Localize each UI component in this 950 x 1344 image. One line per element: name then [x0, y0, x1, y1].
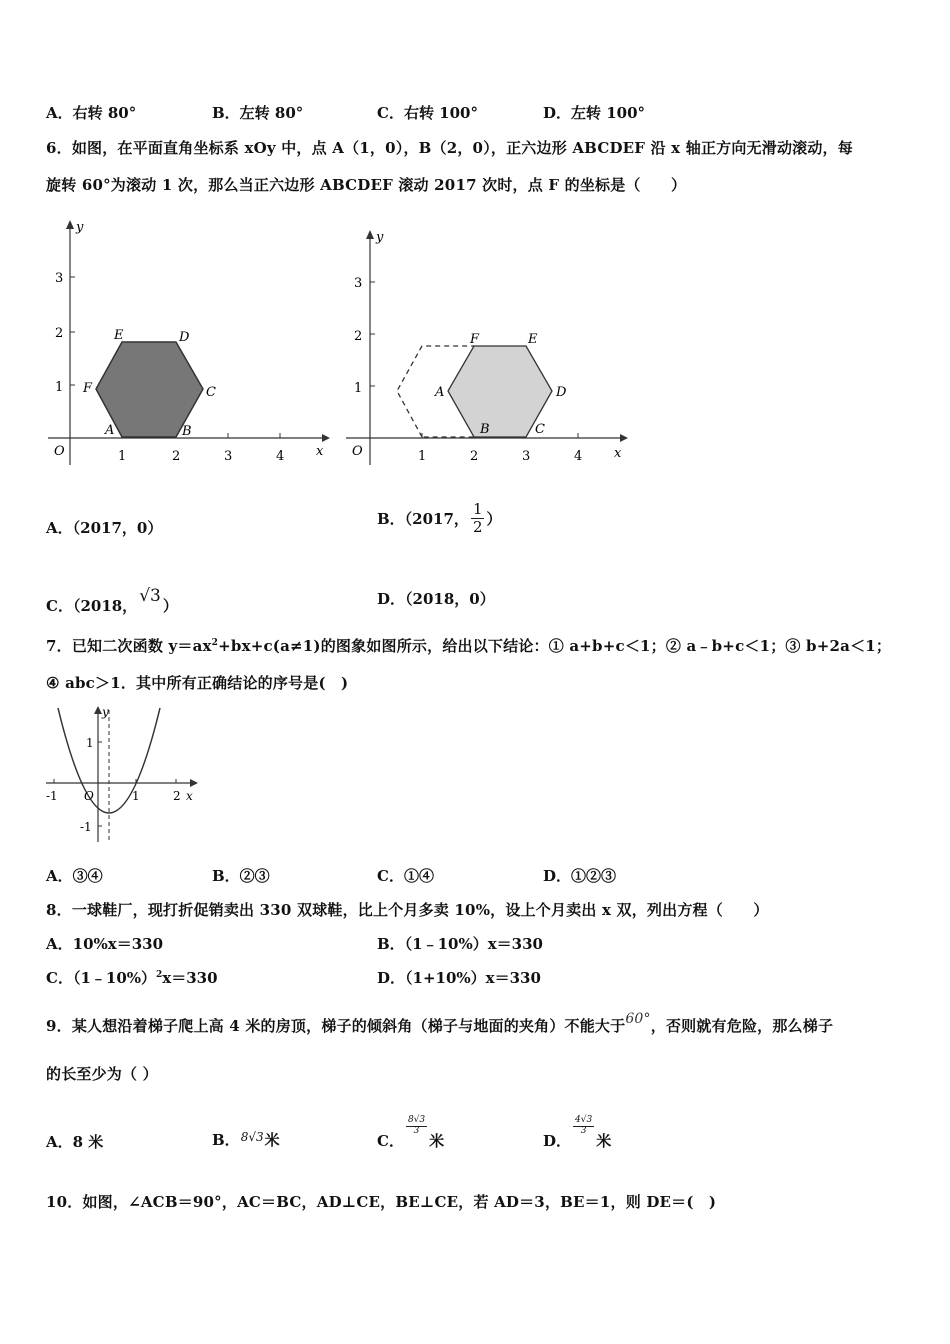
y-tick-label-2: 2 — [55, 326, 64, 341]
x-tick-label-1: 1 — [418, 449, 427, 464]
q6-question-line1: 6．如图，在平面直角坐标系 xOy 中，点 A（1，0），B（2，0），正六边形 ABCDEF 沿 x 轴正方向无滑动滚动，每 — [46, 139, 853, 157]
y-axis-arrow-icon — [66, 220, 74, 229]
fraction-numerator: 1 — [472, 500, 483, 518]
q9-option-c-fraction — [406, 1116, 427, 1137]
q5-option-a: A．右转 80° — [46, 104, 137, 122]
y-tick-label-pos: 1 — [86, 736, 94, 750]
q6-option-b-prefix: B．（2017， — [377, 509, 469, 528]
q6-option-c — [46, 576, 178, 616]
fraction-denominator: 3 — [413, 1126, 420, 1137]
fraction-numerator: 4√3 — [575, 1115, 593, 1126]
vertex-e-label: E — [114, 328, 124, 343]
q9-option-b-prefix: B． — [212, 1131, 240, 1149]
x-axis-arrow-icon — [620, 434, 628, 442]
x-tick-label-4: 4 — [276, 449, 285, 464]
x-tick-label-2: 2 — [470, 449, 479, 464]
q9-option-d-prefix: D． — [543, 1132, 572, 1150]
x-axis-label: x — [614, 446, 622, 461]
y-tick-label-1: 1 — [354, 381, 363, 396]
q7-option-b: B．②③ — [212, 867, 270, 885]
q7-line1-suffix: +bx+c(a≠1)的图象如图所示，给出以下结论：① a+b+c＜1；② a﹣b+c＜1；③ b+2a＜1； — [218, 637, 892, 655]
q7-parabola-graph — [40, 702, 205, 847]
vertex-e-label: E — [528, 332, 538, 347]
origin-label: O — [84, 789, 94, 803]
q9-angle: 60° — [625, 1011, 651, 1027]
q6-option-a: A．（2017，0） — [46, 519, 163, 537]
y-axis-label: y — [102, 705, 109, 719]
q6-option-c-suffix: ） — [162, 597, 178, 615]
vertex-d-label: D — [179, 330, 190, 345]
q7-option-a: A．③④ — [46, 867, 103, 885]
y-tick-label-3: 3 — [55, 271, 64, 286]
x-tick-label-1: 1 — [132, 789, 140, 803]
x-tick-label-1: 1 — [118, 449, 127, 464]
q6-option-b-suffix: ） — [486, 509, 502, 528]
q8-option-a: A．10%x＝330 — [46, 935, 164, 953]
q8-option-c-prefix: C．（1﹣10%） — [46, 969, 157, 987]
y-tick-label-2: 2 — [354, 329, 363, 344]
y-axis-label: y — [376, 230, 384, 245]
q10-question: 10．如图，∠ACB＝90°，AC＝BC，AD⊥CE，BE⊥CE，若 AD＝3，BE＝1，则 DE＝( ) — [46, 1193, 717, 1211]
q9-option-b — [212, 1124, 280, 1150]
vertex-a-label: A — [105, 423, 115, 438]
x-axis-arrow-icon — [322, 434, 330, 442]
q8-option-c-suffix: x＝330 — [162, 969, 218, 987]
q6-option-c-prefix: C．（2018， — [46, 597, 138, 615]
q9-question-line2: 的长至少为（ ） — [46, 1065, 158, 1083]
y-axis-label: y — [76, 220, 84, 235]
q7-question-line2: ④ abc＞1．其中所有正确结论的序号是( ) — [46, 674, 349, 692]
q9-option-b-unit: 米 — [264, 1131, 280, 1149]
vertex-d-label: D — [556, 385, 567, 400]
q6-figure-2 — [338, 225, 633, 470]
q9-option-d-unit: 米 — [596, 1132, 612, 1150]
vertex-a-label: A — [435, 385, 445, 400]
origin-label: O — [54, 444, 65, 459]
y-tick-label-1: 1 — [55, 380, 64, 395]
vertex-b-label: B — [182, 424, 192, 439]
fraction-numerator: 8√3 — [407, 1115, 426, 1126]
x-axis-label: x — [186, 789, 193, 803]
vertex-b-label: B — [480, 422, 490, 437]
q6-option-b-fraction — [471, 501, 485, 535]
x-tick-label-3: 3 — [224, 449, 233, 464]
q9-line1-prefix: 9．某人想沿着梯子爬上高 4 米的房顶，梯子的倾斜角（梯子与地面的夹角）不能大于 — [46, 1017, 626, 1035]
q6-figure-1 — [40, 215, 335, 470]
x-tick-label-2: 2 — [172, 449, 181, 464]
x-axis-arrow-icon — [190, 779, 198, 787]
q9-option-d-fraction — [573, 1116, 594, 1137]
q6-question-line2: 旋转 60°为滚动 1 次，那么当正六边形 ABCDEF 滚动 2017 次时，点 F 的坐标是（ ） — [46, 176, 687, 194]
q7-line1-sup: 2 — [211, 638, 219, 648]
x-tick-label-4: 4 — [574, 449, 583, 464]
x-tick-label-3: 3 — [522, 449, 531, 464]
q8-option-c-sup: 2 — [156, 970, 163, 980]
q8-option-d: D．（1+10%）x＝330 — [377, 969, 541, 987]
fraction-denominator: 3 — [580, 1126, 587, 1137]
q6-option-b — [377, 493, 502, 543]
vertex-f-label: F — [470, 332, 480, 347]
y-axis-arrow-icon — [94, 706, 102, 714]
q8-option-b: B．（1﹣10%）x＝330 — [377, 935, 543, 953]
q9-option-b-math: 8√3 — [240, 1130, 264, 1144]
q9-line1-suffix: ，否则就有危险，那么梯子 — [650, 1017, 834, 1035]
x-axis-label: x — [316, 444, 324, 459]
q8-question: 8．一球鞋厂，现打折促销卖出 330 双球鞋，比上个月多卖 10%，设上个月卖出 x 双，列出方程（ ） — [46, 901, 769, 919]
q7-option-c: C．①④ — [377, 867, 434, 885]
q7-line1-prefix: 7．已知二次函数 y＝ax — [46, 637, 212, 655]
vertex-c-label: C — [206, 385, 216, 400]
q7-question-line1 — [46, 635, 891, 656]
q9-option-c-unit: 米 — [429, 1132, 445, 1150]
y-tick-label-neg: -1 — [80, 820, 92, 834]
q9-option-d — [543, 1103, 611, 1151]
vertex-c-label: C — [535, 422, 545, 437]
origin-label: O — [352, 444, 363, 459]
q9-option-c — [377, 1103, 444, 1151]
x-tick-label-neg: -1 — [46, 789, 58, 803]
y-tick-label-3: 3 — [354, 276, 363, 291]
q5-option-c: C．右转 100° — [377, 104, 478, 122]
q5-option-b: B．左转 80° — [212, 104, 304, 122]
q9-option-a: A．8 米 — [46, 1133, 104, 1151]
q9-option-c-prefix: C． — [377, 1132, 404, 1150]
q6-option-d: D．（2018，0） — [377, 590, 495, 608]
fraction-denominator: 2 — [472, 517, 483, 536]
vertex-f-label: F — [83, 381, 93, 396]
q9-question-line1 — [46, 1011, 834, 1036]
q6-option-c-root: √3 — [139, 586, 161, 606]
x-tick-label-2: 2 — [173, 789, 181, 803]
q7-option-d: D．①②③ — [543, 867, 617, 885]
q5-option-d: D．左转 100° — [543, 104, 646, 122]
y-axis-arrow-icon — [366, 230, 374, 239]
q8-option-c — [46, 967, 218, 988]
